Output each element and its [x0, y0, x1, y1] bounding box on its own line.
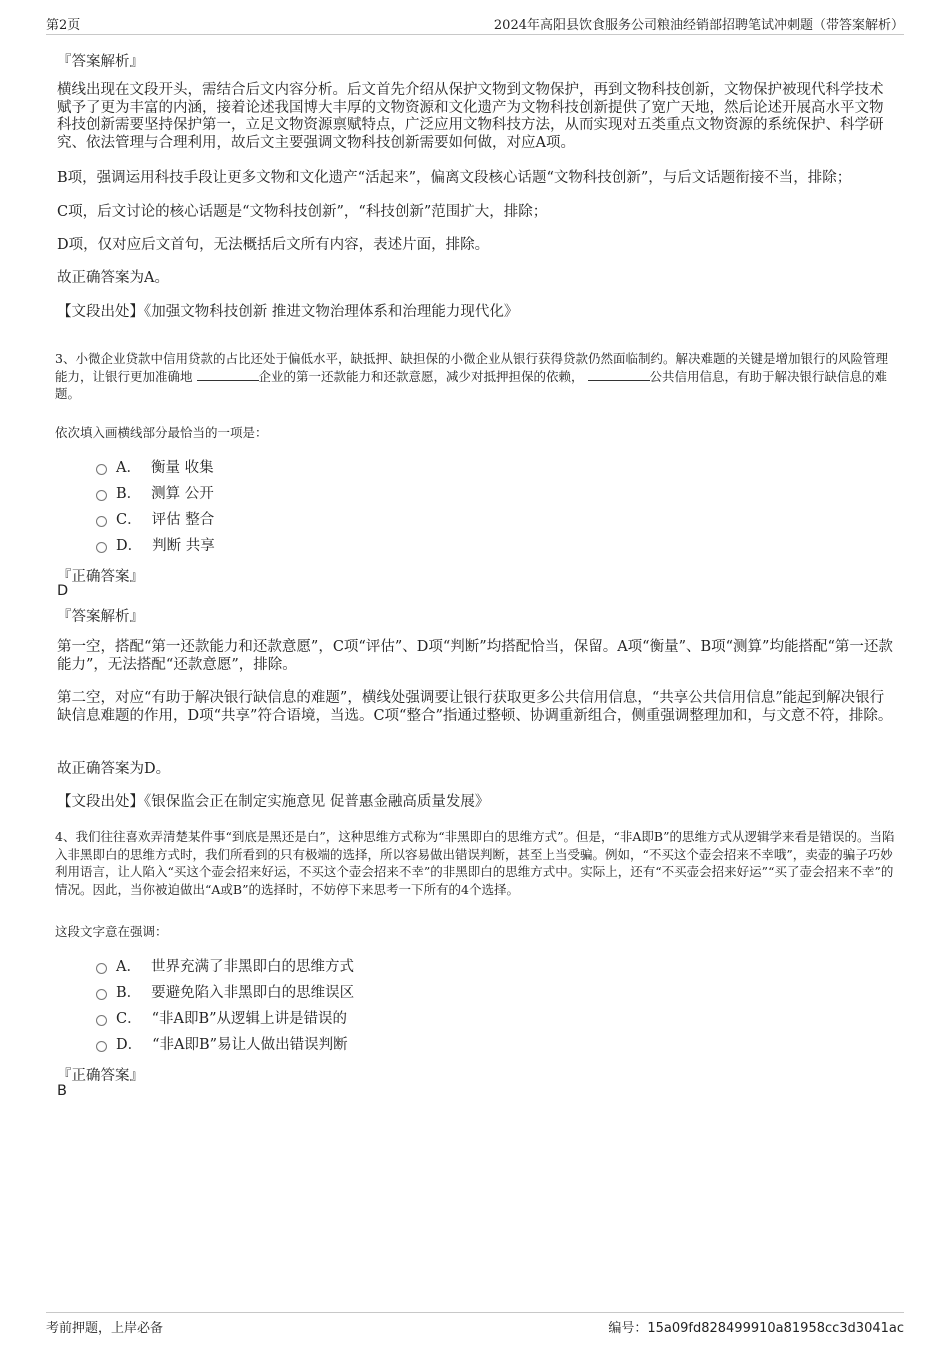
q3-source: 【文段出处】《银保监会正在制定实施意见 促普惠金融高质量发展》	[57, 794, 490, 810]
q3-analysis-heading: 『答案解析』	[57, 609, 144, 625]
page-header	[46, 14, 904, 35]
q3-blank-2	[588, 368, 650, 381]
q3-option-a[interactable]: A． 衡量 收集	[96, 459, 214, 477]
footer-code-label: 编号：	[608, 1321, 648, 1336]
q3-option-b[interactable]: B． 测算 公开	[96, 485, 214, 503]
q3-conclusion: 故正确答案为D。	[57, 761, 171, 777]
radio-icon[interactable]	[96, 989, 107, 1000]
q2-analysis-paragraph-3: C项，后文讨论的核心话题是“文物科技创新”，“科技创新”范围扩大，排除；	[57, 204, 548, 220]
footer-code-value: 15a09fd828499910a81958cc3d3041ac	[647, 1321, 904, 1336]
q3-analysis-paragraph-1: 第一空，搭配“第一还款能力和还款意愿”，C项“评估”、D项“判断”均搭配恰当，保留。A项“衡量”、B项“测算”均能搭配“第一还款能力”，无法搭配“还款意愿”，排除。	[57, 639, 893, 673]
q4-option-c[interactable]: C． “非A即B”从逻辑上讲是错误的	[96, 1010, 347, 1028]
footer-slogan: 考前押题，上岸必备	[46, 1321, 164, 1336]
footer-code	[608, 1317, 904, 1336]
q3-stem-part-1: 3、小微企业贷款中信用贷款的占比还处于偏低水平，缺抵押、缺担保的小微企业从银行获得贷款仍然面临制约。解决难题的关键是增加银行的风险管理能力，让银行更加准确地	[55, 351, 888, 384]
radio-icon[interactable]	[96, 516, 107, 527]
q4-option-a[interactable]: A． 世界充满了非黑即白的思维方式	[96, 958, 354, 976]
radio-icon[interactable]	[96, 490, 107, 501]
page-footer	[46, 1312, 904, 1335]
q4-option-b[interactable]: B． 要避免陷入非黑即白的思维误区	[96, 984, 354, 1002]
q3-stem-part-3: 公共信用信息，有助于解决银行缺信息的难题。	[55, 368, 888, 401]
q4-answer-heading: 『正确答案』	[57, 1068, 144, 1084]
radio-icon[interactable]	[96, 542, 107, 553]
q2-source: 【文段出处】《加强文物科技创新 推进文物治理体系和治理能力现代化》	[57, 304, 519, 320]
q2-analysis-heading: 『答案解析』	[57, 54, 144, 70]
q3-blank-1	[197, 368, 259, 381]
q4-stem: 4、我们往往喜欢弄清楚某件事“到底是黑还是白”，这种思维方式称为“非黑即白的思维方式”。但是，“非A即B”的思维方式从逻辑学来看是错误的。当陷入非黑即白的思维方式时，我们所看到的只有极端的选择，所以容易做出错误判断，甚至上当受骗。例如，“不买这个壶会招来不幸哦”，卖壶的骗子巧妙利用语言，让人陷入“买这个壶会招来好运，不买这个壶会招来不幸”的非黑即白的思维方式中。实际上，还有“不买壶会招来好运”“买了壶会招来不幸”的情况。因此，当你被迫做出“A或B”的选择时，不妨停下来思考一下所有的4个选择。	[55, 829, 895, 897]
q2-analysis-paragraph-4: D项，仅对应后文首句，无法概括后文所有内容，表述片面，排除。	[57, 237, 490, 253]
q4-prompt: 这段文字意在强调：	[55, 924, 168, 939]
q3-answer: D	[57, 583, 69, 599]
q2-conclusion: 故正确答案为A。	[57, 270, 169, 286]
q2-analysis-paragraph-2: B项，强调运用科技手段让更多文物和文化遗产“活起来”，偏离文段核心话题“文物科技创新”，与后文话题衔接不当，排除；	[57, 170, 852, 186]
q3-option-d[interactable]: D． 判断 共享	[96, 537, 215, 555]
radio-icon[interactable]	[96, 1041, 107, 1052]
q4-option-d[interactable]: D． “非A即B”易让人做出错误判断	[96, 1036, 348, 1054]
q3-stem	[55, 350, 895, 403]
radio-icon[interactable]	[96, 464, 107, 475]
document-title: 2024年高阳县饮食服务公司粮油经销部招聘笔试冲刺题（带答案解析）	[493, 18, 904, 33]
q2-analysis-paragraph-1: 横线出现在文段开头，需结合后文内容分析。后文首先介绍从保护文物到文物保护，再到文物科技创新，文物保护被现代科学技术赋予了更为丰富的内涵，接着论述我国博大丰厚的文物资源和文化遗产为文物科技创新提供了宽广天地，然后论述开展高水平文物科技创新需要坚持保护第一，立足文物资源禀赋特点，广泛应用文物科技方法，从而实现对五类重点文物资源的系统保护、科学研究、依法管理与合理利用，故后文主要强调文物科技创新需要如何做，对应A项。	[57, 82, 884, 151]
q4-answer: B	[57, 1083, 67, 1099]
q3-prompt: 依次填入画横线部分最恰当的一项是：	[55, 425, 268, 440]
radio-icon[interactable]	[96, 1015, 107, 1026]
page-number: 第2页	[46, 18, 81, 33]
q3-option-c[interactable]: C． 评估 整合	[96, 511, 214, 529]
q3-stem-part-2: 企业的第一还款能力和还款意愿，减少对抵押担保的依赖，	[258, 368, 584, 384]
q3-analysis-paragraph-2: 第二空，对应“有助于解决银行缺信息的难题”，横线处强调要让银行获取更多公共信用信息，“共享公共信用信息”能起到解决银行缺信息难题的作用，D项“共享”符合语境，当选。C项“整合”指通过整顿、协调重新组合，侧重强调整理加和，与文意不符，排除。	[57, 690, 893, 724]
radio-icon[interactable]	[96, 963, 107, 974]
q3-answer-heading: 『正确答案』	[57, 569, 144, 585]
